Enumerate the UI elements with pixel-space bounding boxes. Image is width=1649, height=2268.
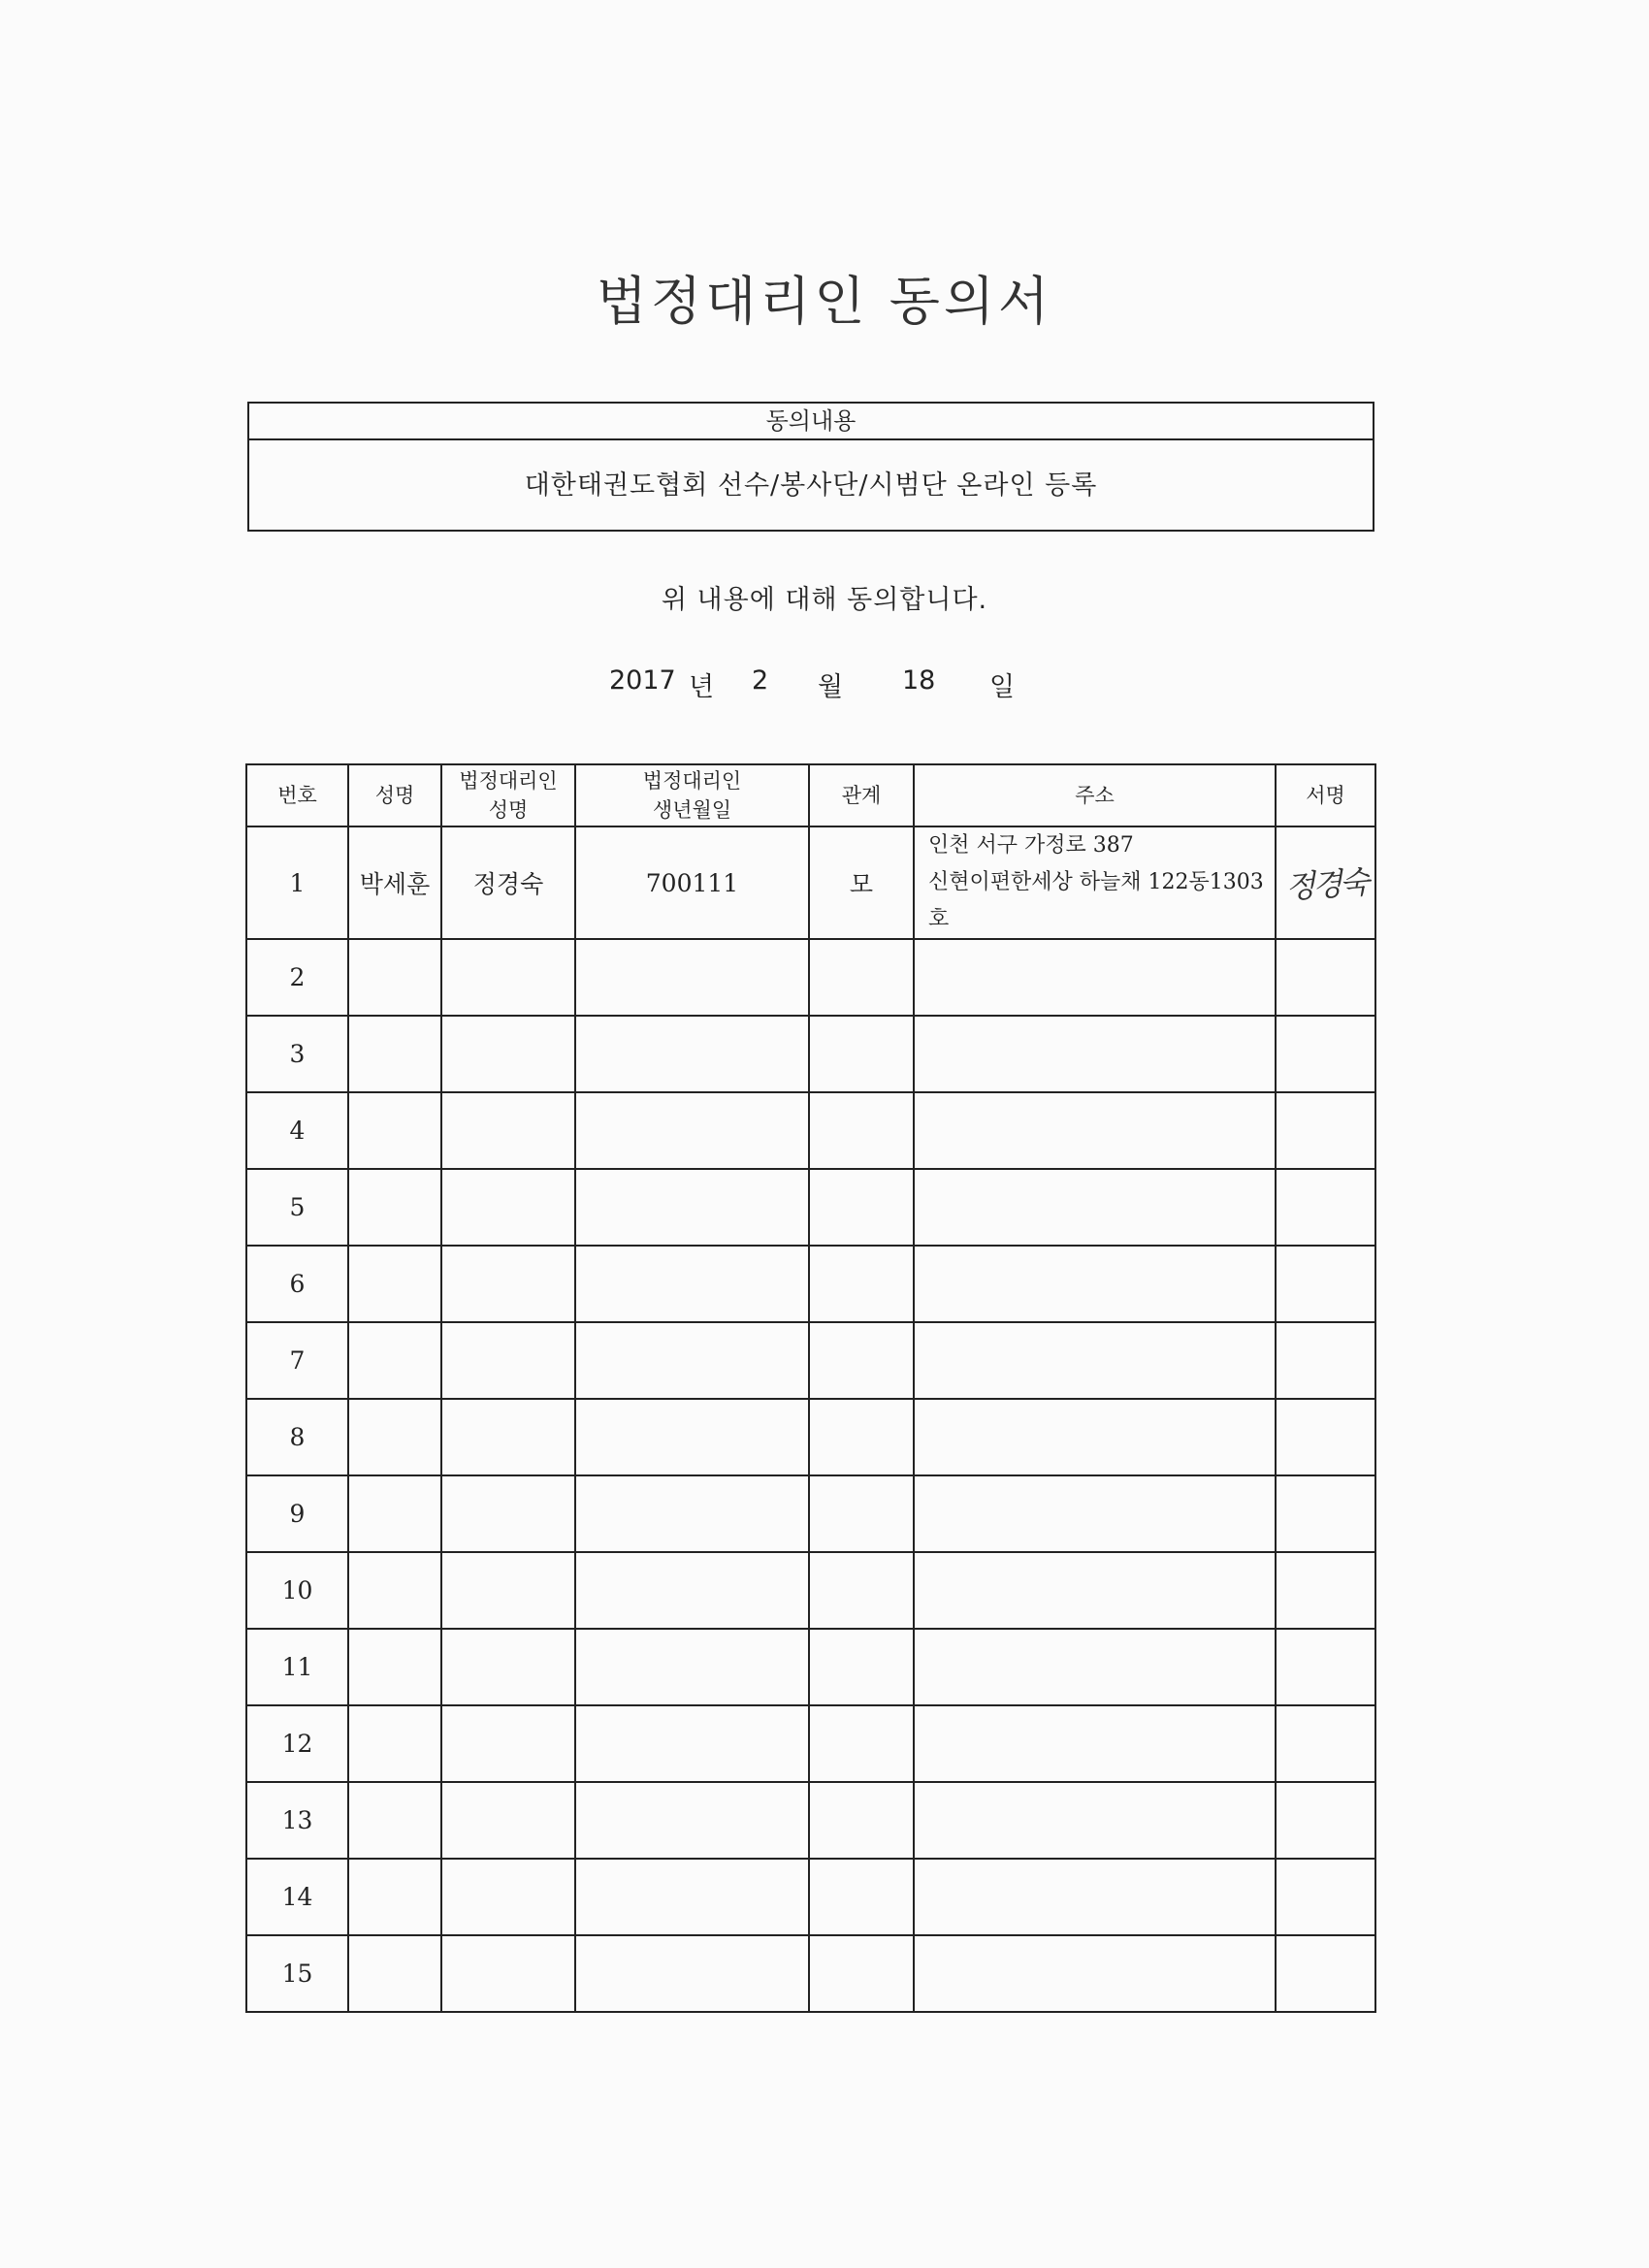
cell-no: 4 bbox=[246, 1092, 348, 1169]
cell-birth bbox=[575, 1169, 809, 1246]
date-month: 2 bbox=[752, 665, 769, 696]
cell-no: 1 bbox=[246, 826, 348, 939]
cell-relation: 모 bbox=[809, 826, 914, 939]
cell-relation bbox=[809, 1475, 914, 1552]
table-row bbox=[246, 1169, 1375, 1246]
cell-name bbox=[348, 1169, 441, 1246]
table-row bbox=[246, 1859, 1375, 1935]
handwritten-signature: 정경숙 bbox=[1283, 863, 1368, 906]
cell-relation bbox=[809, 1246, 914, 1322]
cell-name bbox=[348, 1705, 441, 1782]
cell-address bbox=[914, 939, 1276, 1016]
cell-signature bbox=[1276, 1399, 1375, 1475]
cell-address bbox=[914, 1705, 1276, 1782]
cell-address bbox=[914, 1782, 1276, 1859]
cell-signature bbox=[1276, 1169, 1375, 1246]
cell-signature bbox=[1276, 1859, 1375, 1935]
cell-name bbox=[348, 1859, 441, 1935]
header-guardian-name bbox=[441, 764, 575, 826]
date-month-unit: 월 bbox=[818, 672, 844, 702]
cell-guardian bbox=[441, 1399, 575, 1475]
table-row bbox=[246, 1399, 1375, 1475]
agreement-text: 위 내용에 대해 동의합니다. bbox=[661, 585, 988, 615]
cell-name bbox=[348, 1322, 441, 1399]
date-year: 2017 bbox=[609, 665, 676, 696]
date-day-unit: 일 bbox=[989, 672, 1016, 702]
date-year-unit: 년 bbox=[689, 672, 715, 702]
cell-address bbox=[914, 1092, 1276, 1169]
cell-relation bbox=[809, 939, 914, 1016]
address-line2: 신현이편한세상 하늘채 122동1303호 bbox=[928, 870, 1264, 931]
cell-name bbox=[348, 1935, 441, 2012]
cell-address bbox=[914, 1475, 1276, 1552]
cell-relation bbox=[809, 1322, 914, 1399]
cell-address bbox=[914, 1629, 1276, 1705]
document-title: 법정대리인 동의서 bbox=[596, 271, 1053, 332]
cell-guardian bbox=[441, 1322, 575, 1399]
cell-birth bbox=[575, 1322, 809, 1399]
header-guardian-birth-line2: 생년월일 bbox=[652, 798, 732, 822]
cell-signature bbox=[1276, 1475, 1375, 1552]
cell-name bbox=[348, 1782, 441, 1859]
cell-no: 8 bbox=[246, 1399, 348, 1475]
cell-guardian bbox=[441, 1782, 575, 1859]
table-row bbox=[246, 1322, 1375, 1399]
cell-guardian: 정경숙 bbox=[441, 826, 575, 939]
cell-no: 14 bbox=[246, 1859, 348, 1935]
cell-birth bbox=[575, 1246, 809, 1322]
cell-address bbox=[914, 1399, 1276, 1475]
cell-signature bbox=[1276, 1092, 1375, 1169]
header-relation: 관계 bbox=[809, 764, 914, 826]
cell-guardian bbox=[441, 1169, 575, 1246]
cell-guardian bbox=[441, 1629, 575, 1705]
cell-relation bbox=[809, 1016, 914, 1092]
cell-guardian bbox=[441, 1016, 575, 1092]
cell-birth bbox=[575, 1705, 809, 1782]
cell-address bbox=[914, 1859, 1276, 1935]
cell-guardian bbox=[441, 939, 575, 1016]
cell-birth bbox=[575, 1399, 809, 1475]
cell-address bbox=[914, 1016, 1276, 1092]
cell-relation bbox=[809, 1092, 914, 1169]
cell-birth bbox=[575, 1016, 809, 1092]
cell-signature bbox=[1276, 1016, 1375, 1092]
table-row bbox=[246, 1016, 1375, 1092]
cell-no: 6 bbox=[246, 1246, 348, 1322]
cell-name bbox=[348, 1629, 441, 1705]
table-row bbox=[246, 1092, 1375, 1169]
cell-guardian bbox=[441, 1859, 575, 1935]
header-name: 성명 bbox=[348, 764, 441, 826]
cell-name bbox=[348, 1016, 441, 1092]
cell-signature bbox=[1276, 1629, 1375, 1705]
cell-address bbox=[914, 826, 1276, 939]
cell-name bbox=[348, 1552, 441, 1629]
cell-guardian bbox=[441, 1935, 575, 2012]
cell-name bbox=[348, 1246, 441, 1322]
date-day: 18 bbox=[902, 665, 936, 696]
cell-guardian bbox=[441, 1092, 575, 1169]
cell-birth bbox=[575, 1092, 809, 1169]
cell-relation bbox=[809, 1859, 914, 1935]
header-guardian-birth-line1: 법정대리인 bbox=[642, 769, 742, 793]
cell-birth bbox=[575, 1935, 809, 2012]
cell-signature bbox=[1276, 1322, 1375, 1399]
cell-birth bbox=[575, 1552, 809, 1629]
cell-address bbox=[914, 1935, 1276, 2012]
table-row bbox=[246, 1782, 1375, 1859]
cell-address bbox=[914, 1552, 1276, 1629]
table-row bbox=[246, 1246, 1375, 1322]
cell-guardian bbox=[441, 1552, 575, 1629]
table-row bbox=[246, 826, 1375, 939]
cell-signature bbox=[1276, 939, 1375, 1016]
cell-no: 10 bbox=[246, 1552, 348, 1629]
cell-relation bbox=[809, 1169, 914, 1246]
address-line1: 인천 서구 가정로 387 bbox=[928, 833, 1134, 858]
cell-name: 박세훈 bbox=[348, 826, 441, 939]
cell-address bbox=[914, 1322, 1276, 1399]
cell-signature bbox=[1276, 1552, 1375, 1629]
cell-birth bbox=[575, 1782, 809, 1859]
header-signature: 서명 bbox=[1276, 764, 1375, 826]
cell-guardian bbox=[441, 1705, 575, 1782]
cell-birth bbox=[575, 1475, 809, 1552]
cell-relation bbox=[809, 1705, 914, 1782]
consent-box bbox=[247, 402, 1374, 532]
cell-signature bbox=[1276, 1935, 1375, 2012]
header-guardian-name-line2: 성명 bbox=[488, 798, 529, 822]
header-address: 주소 bbox=[914, 764, 1276, 826]
cell-birth: 700111 bbox=[575, 826, 809, 939]
cell-relation bbox=[809, 1399, 914, 1475]
cell-name bbox=[348, 1475, 441, 1552]
cell-relation bbox=[809, 1552, 914, 1629]
cell-name bbox=[348, 1092, 441, 1169]
table-row bbox=[246, 1705, 1375, 1782]
header-guardian-name-line1: 법정대리인 bbox=[459, 769, 558, 793]
cell-birth bbox=[575, 939, 809, 1016]
header-guardian-birth bbox=[575, 764, 809, 826]
table-row bbox=[246, 1935, 1375, 2012]
cell-no: 9 bbox=[246, 1475, 348, 1552]
cell-address bbox=[914, 1246, 1276, 1322]
cell-guardian bbox=[441, 1475, 575, 1552]
cell-address bbox=[914, 1169, 1276, 1246]
table-row bbox=[246, 1552, 1375, 1629]
cell-signature bbox=[1276, 1782, 1375, 1859]
cell-no: 15 bbox=[246, 1935, 348, 2012]
cell-birth bbox=[575, 1859, 809, 1935]
cell-relation bbox=[809, 1629, 914, 1705]
cell-relation bbox=[809, 1935, 914, 2012]
cell-name bbox=[348, 939, 441, 1016]
consent-header: 동의내용 bbox=[249, 404, 1373, 440]
table-row bbox=[246, 939, 1375, 1016]
cell-guardian bbox=[441, 1246, 575, 1322]
cell-no: 7 bbox=[246, 1322, 348, 1399]
cell-no: 12 bbox=[246, 1705, 348, 1782]
table-row bbox=[246, 1629, 1375, 1705]
consent-body: 대한태권도협회 선수/봉사단/시범단 온라인 등록 bbox=[524, 470, 1098, 501]
cell-signature bbox=[1276, 1705, 1375, 1782]
cell-no: 3 bbox=[246, 1016, 348, 1092]
cell-no: 11 bbox=[246, 1629, 348, 1705]
cell-no: 2 bbox=[246, 939, 348, 1016]
cell-no: 5 bbox=[246, 1169, 348, 1246]
registration-table bbox=[245, 763, 1376, 2013]
cell-birth bbox=[575, 1629, 809, 1705]
cell-signature bbox=[1276, 826, 1375, 939]
cell-relation bbox=[809, 1782, 914, 1859]
table-header-row bbox=[246, 764, 1375, 826]
cell-name bbox=[348, 1399, 441, 1475]
cell-signature bbox=[1276, 1246, 1375, 1322]
cell-no: 13 bbox=[246, 1782, 348, 1859]
header-no: 번호 bbox=[246, 764, 348, 826]
table-row bbox=[246, 1475, 1375, 1552]
